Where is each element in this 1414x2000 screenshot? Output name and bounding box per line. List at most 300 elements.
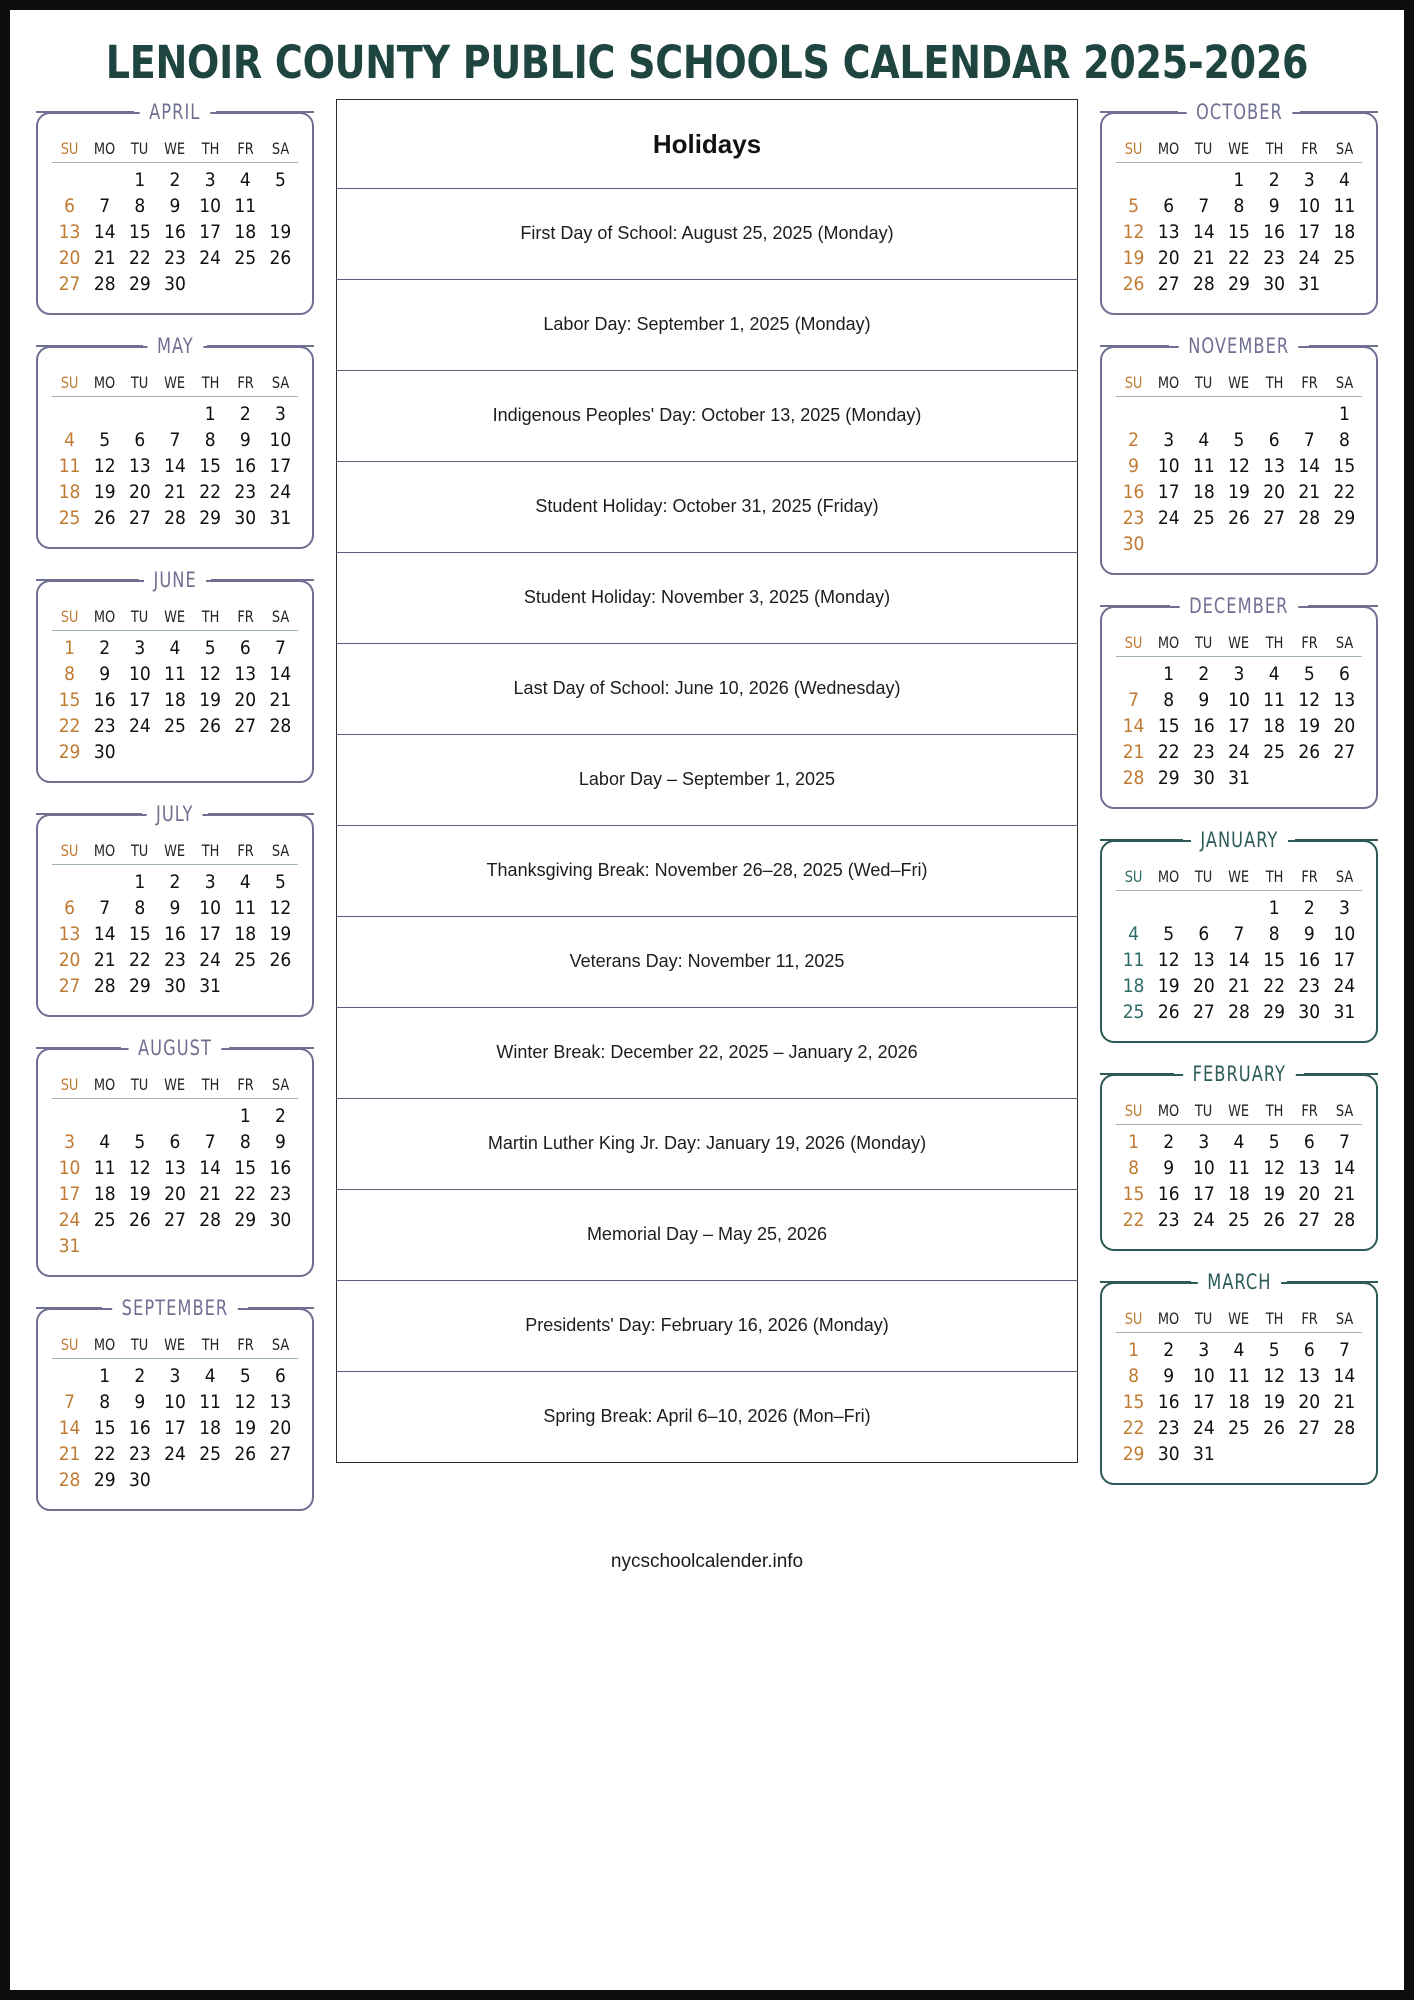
day-cell[interactable]: 20 — [58, 949, 81, 971]
day-cell[interactable]: 27 — [1192, 1001, 1215, 1023]
day-cell[interactable]: 5 — [134, 1131, 146, 1153]
day-cell[interactable]: 17 — [58, 1183, 81, 1205]
day-cell[interactable]: 22 — [93, 1443, 116, 1465]
day-cell[interactable]: 7 — [64, 1391, 75, 1413]
day-cell[interactable]: 11 — [1263, 689, 1285, 711]
day-cell[interactable]: 4 — [204, 1365, 216, 1387]
day-cell[interactable]: 4 — [99, 1131, 111, 1153]
day-cell[interactable]: 16 — [128, 1417, 151, 1439]
day-cell[interactable]: 20 — [1333, 715, 1356, 737]
day-cell[interactable]: 23 — [164, 949, 186, 971]
day-cell[interactable]: 8 — [1128, 1157, 1139, 1179]
day-cell[interactable]: 17 — [1192, 1183, 1215, 1205]
day-cell[interactable]: 23 — [128, 1443, 151, 1465]
day-cell[interactable]: 27 — [58, 273, 81, 295]
day-cell[interactable]: 4 — [1128, 923, 1139, 945]
day-cell[interactable]: 13 — [58, 221, 81, 243]
day-cell[interactable]: 23 — [1298, 975, 1321, 997]
day-cell[interactable]: 30 — [1298, 1001, 1321, 1023]
day-cell[interactable]: 30 — [128, 1469, 151, 1491]
day-cell[interactable]: 22 — [234, 1183, 257, 1205]
day-cell[interactable]: 23 — [234, 481, 257, 503]
day-cell[interactable]: 19 — [1228, 481, 1250, 503]
day-cell[interactable]: 30 — [93, 741, 116, 763]
day-cell[interactable]: 28 — [164, 507, 186, 529]
day-cell[interactable]: 16 — [164, 221, 186, 243]
day-cell[interactable]: 12 — [1228, 455, 1250, 477]
day-cell[interactable]: 30 — [269, 1209, 292, 1231]
day-cell[interactable]: 14 — [1228, 949, 1250, 971]
day-cell[interactable]: 14 — [1298, 455, 1321, 477]
day-cell[interactable]: 7 — [99, 897, 111, 919]
day-cell[interactable]: 21 — [1333, 1391, 1356, 1413]
day-cell[interactable]: 18 — [1263, 715, 1285, 737]
day-cell[interactable]: 22 — [1122, 1209, 1145, 1231]
day-cell[interactable]: 15 — [1122, 1183, 1145, 1205]
day-cell[interactable]: 14 — [164, 455, 186, 477]
day-cell[interactable]: 7 — [1303, 429, 1315, 451]
day-cell[interactable]: 10 — [199, 195, 221, 217]
day-cell[interactable]: 4 — [1233, 1131, 1245, 1153]
day-cell[interactable]: 8 — [99, 1391, 111, 1413]
day-cell[interactable]: 23 — [1122, 507, 1145, 529]
day-cell[interactable]: 7 — [1233, 923, 1245, 945]
day-cell[interactable]: 8 — [239, 1131, 251, 1153]
day-cell[interactable]: 25 — [1192, 507, 1215, 529]
day-cell[interactable]: 21 — [164, 481, 186, 503]
day-cell[interactable]: 22 — [128, 949, 151, 971]
day-cell[interactable]: 21 — [93, 247, 116, 269]
day-cell[interactable]: 20 — [1192, 975, 1215, 997]
day-cell[interactable]: 14 — [1192, 221, 1215, 243]
day-cell[interactable]: 25 — [1228, 1417, 1250, 1439]
day-cell[interactable]: 31 — [1228, 767, 1250, 789]
day-cell[interactable]: 15 — [234, 1157, 257, 1179]
day-cell[interactable]: 18 — [1122, 975, 1145, 997]
day-cell[interactable]: 20 — [1298, 1391, 1321, 1413]
day-cell[interactable]: 12 — [128, 1157, 151, 1179]
day-cell[interactable]: 30 — [164, 975, 186, 997]
day-cell[interactable]: 2 — [274, 1105, 286, 1127]
day-cell[interactable]: 15 — [58, 689, 81, 711]
day-cell[interactable]: 9 — [1198, 689, 1210, 711]
day-cell[interactable]: 24 — [1333, 975, 1356, 997]
day-cell[interactable]: 11 — [164, 663, 186, 685]
day-cell[interactable]: 19 — [234, 1417, 257, 1439]
day-cell[interactable]: 9 — [1268, 195, 1280, 217]
day-cell[interactable]: 3 — [1198, 1131, 1210, 1153]
day-cell[interactable]: 17 — [199, 923, 221, 945]
day-cell[interactable]: 23 — [164, 247, 186, 269]
day-cell[interactable]: 19 — [269, 923, 292, 945]
day-cell[interactable]: 17 — [164, 1417, 186, 1439]
day-cell[interactable]: 13 — [1192, 949, 1215, 971]
day-cell[interactable]: 18 — [164, 689, 186, 711]
day-cell[interactable]: 7 — [1338, 1339, 1350, 1361]
day-cell[interactable]: 5 — [239, 1365, 251, 1387]
day-cell[interactable]: 30 — [1157, 1443, 1180, 1465]
day-cell[interactable]: 3 — [1198, 1339, 1210, 1361]
day-cell[interactable]: 12 — [1263, 1365, 1285, 1387]
day-cell[interactable]: 16 — [1157, 1183, 1180, 1205]
day-cell[interactable]: 19 — [1263, 1391, 1285, 1413]
day-cell[interactable]: 6 — [1163, 195, 1175, 217]
day-cell[interactable]: 28 — [269, 715, 292, 737]
day-cell[interactable]: 16 — [1122, 481, 1145, 503]
day-cell[interactable]: 26 — [1157, 1001, 1180, 1023]
day-cell[interactable]: 20 — [1298, 1183, 1321, 1205]
day-cell[interactable]: 28 — [1122, 767, 1145, 789]
day-cell[interactable]: 6 — [64, 195, 75, 217]
day-cell[interactable]: 27 — [1298, 1209, 1321, 1231]
day-cell[interactable]: 6 — [134, 429, 146, 451]
day-cell[interactable]: 3 — [169, 1365, 181, 1387]
day-cell[interactable]: 16 — [269, 1157, 292, 1179]
day-cell[interactable]: 20 — [1263, 481, 1285, 503]
day-cell[interactable]: 28 — [1333, 1417, 1356, 1439]
day-cell[interactable]: 29 — [1157, 767, 1180, 789]
day-cell[interactable]: 13 — [1333, 689, 1356, 711]
day-cell[interactable]: 24 — [1298, 247, 1321, 269]
day-cell[interactable]: 6 — [239, 637, 251, 659]
day-cell[interactable]: 9 — [169, 897, 181, 919]
day-cell[interactable]: 23 — [93, 715, 116, 737]
day-cell[interactable]: 24 — [1228, 741, 1250, 763]
day-cell[interactable]: 27 — [164, 1209, 186, 1231]
day-cell[interactable]: 10 — [1298, 195, 1321, 217]
day-cell[interactable]: 14 — [58, 1417, 81, 1439]
day-cell[interactable]: 21 — [1192, 247, 1215, 269]
day-cell[interactable]: 26 — [1122, 273, 1145, 295]
day-cell[interactable]: 20 — [269, 1417, 292, 1439]
day-cell[interactable]: 14 — [1333, 1365, 1356, 1387]
day-cell[interactable]: 21 — [58, 1443, 81, 1465]
day-cell[interactable]: 3 — [274, 403, 286, 425]
day-cell[interactable]: 2 — [134, 1365, 146, 1387]
day-cell[interactable]: 28 — [93, 975, 116, 997]
day-cell[interactable]: 11 — [234, 897, 257, 919]
day-cell[interactable]: 21 — [1298, 481, 1321, 503]
day-cell[interactable]: 25 — [93, 1209, 116, 1231]
day-cell[interactable]: 3 — [204, 169, 216, 191]
day-cell[interactable]: 14 — [1333, 1157, 1356, 1179]
day-cell[interactable]: 10 — [58, 1157, 81, 1179]
day-cell[interactable]: 28 — [93, 273, 116, 295]
day-cell[interactable]: 8 — [134, 897, 146, 919]
day-cell[interactable]: 13 — [58, 923, 81, 945]
day-cell[interactable]: 9 — [1163, 1157, 1175, 1179]
day-cell[interactable]: 18 — [199, 1417, 221, 1439]
day-cell[interactable]: 29 — [1333, 507, 1356, 529]
day-cell[interactable]: 9 — [239, 429, 251, 451]
day-cell[interactable]: 21 — [1122, 741, 1145, 763]
day-cell[interactable]: 27 — [1298, 1417, 1321, 1439]
day-cell[interactable]: 9 — [1163, 1365, 1175, 1387]
day-cell[interactable]: 16 — [1298, 949, 1321, 971]
day-cell[interactable]: 2 — [1303, 897, 1315, 919]
day-cell[interactable]: 15 — [93, 1417, 116, 1439]
day-cell[interactable]: 4 — [1268, 663, 1280, 685]
day-cell[interactable]: 7 — [169, 429, 181, 451]
day-cell[interactable]: 1 — [134, 871, 146, 893]
day-cell[interactable]: 5 — [204, 637, 216, 659]
day-cell[interactable]: 5 — [1268, 1131, 1280, 1153]
day-cell[interactable]: 9 — [99, 663, 111, 685]
day-cell[interactable]: 3 — [134, 637, 146, 659]
day-cell[interactable]: 15 — [1157, 715, 1180, 737]
day-cell[interactable]: 25 — [1122, 1001, 1145, 1023]
day-cell[interactable]: 2 — [1268, 169, 1280, 191]
day-cell[interactable]: 18 — [1333, 221, 1356, 243]
day-cell[interactable]: 1 — [1233, 169, 1245, 191]
day-cell[interactable]: 19 — [93, 481, 116, 503]
day-cell[interactable]: 4 — [1198, 429, 1210, 451]
day-cell[interactable]: 18 — [1192, 481, 1215, 503]
day-cell[interactable]: 4 — [169, 637, 181, 659]
day-cell[interactable]: 15 — [1228, 221, 1250, 243]
day-cell[interactable]: 5 — [1128, 195, 1139, 217]
day-cell[interactable]: 27 — [234, 715, 257, 737]
day-cell[interactable]: 30 — [234, 507, 257, 529]
day-cell[interactable]: 9 — [274, 1131, 286, 1153]
day-cell[interactable]: 15 — [1263, 949, 1285, 971]
day-cell[interactable]: 27 — [58, 975, 81, 997]
day-cell[interactable]: 24 — [1192, 1209, 1215, 1231]
day-cell[interactable]: 17 — [1157, 481, 1180, 503]
day-cell[interactable]: 15 — [1333, 455, 1356, 477]
day-cell[interactable]: 29 — [1122, 1443, 1145, 1465]
day-cell[interactable]: 29 — [1263, 1001, 1285, 1023]
day-cell[interactable]: 1 — [1128, 1131, 1139, 1153]
day-cell[interactable]: 19 — [1263, 1183, 1285, 1205]
day-cell[interactable]: 4 — [239, 169, 251, 191]
day-cell[interactable]: 26 — [234, 1443, 257, 1465]
day-cell[interactable]: 6 — [1303, 1339, 1315, 1361]
day-cell[interactable]: 9 — [169, 195, 181, 217]
day-cell[interactable]: 29 — [128, 273, 151, 295]
day-cell[interactable]: 15 — [199, 455, 221, 477]
day-cell[interactable]: 2 — [1163, 1131, 1175, 1153]
day-cell[interactable]: 3 — [1303, 169, 1315, 191]
day-cell[interactable]: 2 — [239, 403, 251, 425]
day-cell[interactable]: 11 — [1228, 1157, 1250, 1179]
day-cell[interactable]: 14 — [1122, 715, 1145, 737]
day-cell[interactable]: 18 — [234, 221, 257, 243]
day-cell[interactable]: 19 — [199, 689, 221, 711]
day-cell[interactable]: 26 — [269, 247, 292, 269]
day-cell[interactable]: 17 — [199, 221, 221, 243]
day-cell[interactable]: 22 — [1122, 1417, 1145, 1439]
day-cell[interactable]: 13 — [164, 1157, 186, 1179]
day-cell[interactable]: 11 — [1228, 1365, 1250, 1387]
day-cell[interactable]: 24 — [1192, 1417, 1215, 1439]
day-cell[interactable]: 23 — [1263, 247, 1285, 269]
day-cell[interactable]: 19 — [1298, 715, 1321, 737]
day-cell[interactable]: 31 — [58, 1235, 81, 1257]
day-cell[interactable]: 10 — [1192, 1365, 1215, 1387]
day-cell[interactable]: 16 — [1263, 221, 1285, 243]
day-cell[interactable]: 1 — [1163, 663, 1175, 685]
day-cell[interactable]: 30 — [1192, 767, 1215, 789]
day-cell[interactable]: 22 — [199, 481, 221, 503]
day-cell[interactable]: 14 — [93, 923, 116, 945]
day-cell[interactable]: 23 — [1157, 1417, 1180, 1439]
day-cell[interactable]: 23 — [1192, 741, 1215, 763]
day-cell[interactable]: 25 — [58, 507, 81, 529]
day-cell[interactable]: 19 — [128, 1183, 151, 1205]
day-cell[interactable]: 11 — [234, 195, 257, 217]
day-cell[interactable]: 31 — [269, 507, 292, 529]
day-cell[interactable]: 1 — [1338, 403, 1350, 425]
day-cell[interactable]: 7 — [99, 195, 111, 217]
day-cell[interactable]: 2 — [169, 169, 181, 191]
day-cell[interactable]: 2 — [1198, 663, 1210, 685]
day-cell[interactable]: 4 — [1338, 169, 1350, 191]
day-cell[interactable]: 14 — [269, 663, 292, 685]
day-cell[interactable]: 4 — [1233, 1339, 1245, 1361]
day-cell[interactable]: 25 — [164, 715, 186, 737]
day-cell[interactable]: 8 — [1233, 195, 1245, 217]
day-cell[interactable]: 3 — [1233, 663, 1245, 685]
day-cell[interactable]: 7 — [1128, 689, 1139, 711]
day-cell[interactable]: 2 — [1128, 429, 1139, 451]
day-cell[interactable]: 6 — [1303, 1131, 1315, 1153]
day-cell[interactable]: 18 — [58, 481, 81, 503]
day-cell[interactable]: 29 — [93, 1469, 116, 1491]
day-cell[interactable]: 29 — [234, 1209, 257, 1231]
day-cell[interactable]: 12 — [269, 897, 292, 919]
day-cell[interactable]: 25 — [234, 949, 257, 971]
day-cell[interactable]: 30 — [1263, 273, 1285, 295]
day-cell[interactable]: 13 — [269, 1391, 292, 1413]
day-cell[interactable]: 8 — [134, 195, 146, 217]
day-cell[interactable]: 7 — [204, 1131, 216, 1153]
day-cell[interactable]: 5 — [274, 871, 286, 893]
day-cell[interactable]: 5 — [1303, 663, 1315, 685]
day-cell[interactable]: 20 — [1157, 247, 1180, 269]
day-cell[interactable]: 22 — [128, 247, 151, 269]
day-cell[interactable]: 6 — [1198, 923, 1210, 945]
day-cell[interactable]: 11 — [58, 455, 81, 477]
day-cell[interactable]: 6 — [169, 1131, 181, 1153]
day-cell[interactable]: 1 — [239, 1105, 251, 1127]
day-cell[interactable]: 29 — [199, 507, 221, 529]
day-cell[interactable]: 2 — [1163, 1339, 1175, 1361]
day-cell[interactable]: 22 — [58, 715, 81, 737]
day-cell[interactable]: 19 — [1157, 975, 1180, 997]
day-cell[interactable]: 18 — [1228, 1183, 1250, 1205]
day-cell[interactable]: 31 — [199, 975, 221, 997]
day-cell[interactable]: 7 — [1198, 195, 1210, 217]
day-cell[interactable]: 17 — [1333, 949, 1356, 971]
day-cell[interactable]: 29 — [128, 975, 151, 997]
day-cell[interactable]: 8 — [1128, 1365, 1139, 1387]
day-cell[interactable]: 28 — [199, 1209, 221, 1231]
day-cell[interactable]: 6 — [274, 1365, 286, 1387]
day-cell[interactable]: 5 — [1268, 1339, 1280, 1361]
day-cell[interactable]: 21 — [1333, 1183, 1356, 1205]
day-cell[interactable]: 22 — [1228, 247, 1250, 269]
day-cell[interactable]: 29 — [1228, 273, 1250, 295]
day-cell[interactable]: 23 — [269, 1183, 292, 1205]
day-cell[interactable]: 21 — [1228, 975, 1250, 997]
day-cell[interactable]: 25 — [1228, 1209, 1250, 1231]
day-cell[interactable]: 11 — [1192, 455, 1215, 477]
day-cell[interactable]: 24 — [58, 1209, 81, 1231]
day-cell[interactable]: 24 — [199, 247, 221, 269]
day-cell[interactable]: 1 — [204, 403, 216, 425]
day-cell[interactable]: 25 — [1333, 247, 1356, 269]
day-cell[interactable]: 3 — [64, 1131, 75, 1153]
day-cell[interactable]: 15 — [1122, 1391, 1145, 1413]
day-cell[interactable]: 1 — [64, 637, 75, 659]
day-cell[interactable]: 9 — [1303, 923, 1315, 945]
day-cell[interactable]: 13 — [1298, 1365, 1321, 1387]
day-cell[interactable]: 13 — [1263, 455, 1285, 477]
day-cell[interactable]: 20 — [128, 481, 151, 503]
day-cell[interactable]: 24 — [128, 715, 151, 737]
day-cell[interactable]: 16 — [1192, 715, 1215, 737]
day-cell[interactable]: 8 — [1338, 429, 1350, 451]
day-cell[interactable]: 28 — [1333, 1209, 1356, 1231]
day-cell[interactable]: 9 — [134, 1391, 146, 1413]
day-cell[interactable]: 16 — [234, 455, 257, 477]
day-cell[interactable]: 28 — [58, 1469, 81, 1491]
day-cell[interactable]: 30 — [1122, 533, 1145, 555]
day-cell[interactable]: 1 — [1128, 1339, 1139, 1361]
day-cell[interactable]: 7 — [1338, 1131, 1350, 1153]
day-cell[interactable]: 22 — [1157, 741, 1180, 763]
day-cell[interactable]: 26 — [128, 1209, 151, 1231]
day-cell[interactable]: 17 — [269, 455, 292, 477]
day-cell[interactable]: 26 — [1263, 1417, 1285, 1439]
day-cell[interactable]: 12 — [1157, 949, 1180, 971]
day-cell[interactable]: 27 — [128, 507, 151, 529]
day-cell[interactable]: 27 — [269, 1443, 292, 1465]
day-cell[interactable]: 1 — [1268, 897, 1280, 919]
day-cell[interactable]: 20 — [58, 247, 81, 269]
day-cell[interactable]: 26 — [199, 715, 221, 737]
day-cell[interactable]: 10 — [1228, 689, 1250, 711]
day-cell[interactable]: 17 — [128, 689, 151, 711]
day-cell[interactable]: 3 — [1338, 897, 1350, 919]
day-cell[interactable]: 17 — [1298, 221, 1321, 243]
day-cell[interactable]: 13 — [1298, 1157, 1321, 1179]
day-cell[interactable]: 6 — [1268, 429, 1280, 451]
day-cell[interactable]: 19 — [1122, 247, 1145, 269]
day-cell[interactable]: 24 — [1157, 507, 1180, 529]
day-cell[interactable]: 28 — [1192, 273, 1215, 295]
day-cell[interactable]: 29 — [58, 741, 81, 763]
day-cell[interactable]: 17 — [1192, 1391, 1215, 1413]
day-cell[interactable]: 27 — [1263, 507, 1285, 529]
day-cell[interactable]: 11 — [1333, 195, 1356, 217]
day-cell[interactable]: 13 — [1157, 221, 1180, 243]
day-cell[interactable]: 12 — [93, 455, 116, 477]
day-cell[interactable]: 14 — [93, 221, 116, 243]
day-cell[interactable]: 20 — [234, 689, 257, 711]
day-cell[interactable]: 11 — [199, 1391, 221, 1413]
day-cell[interactable]: 21 — [199, 1183, 221, 1205]
day-cell[interactable]: 24 — [164, 1443, 186, 1465]
day-cell[interactable]: 28 — [1228, 1001, 1250, 1023]
day-cell[interactable]: 5 — [1233, 429, 1245, 451]
day-cell[interactable]: 10 — [128, 663, 151, 685]
day-cell[interactable]: 5 — [99, 429, 111, 451]
day-cell[interactable]: 26 — [269, 949, 292, 971]
day-cell[interactable]: 14 — [199, 1157, 221, 1179]
day-cell[interactable]: 25 — [234, 247, 257, 269]
